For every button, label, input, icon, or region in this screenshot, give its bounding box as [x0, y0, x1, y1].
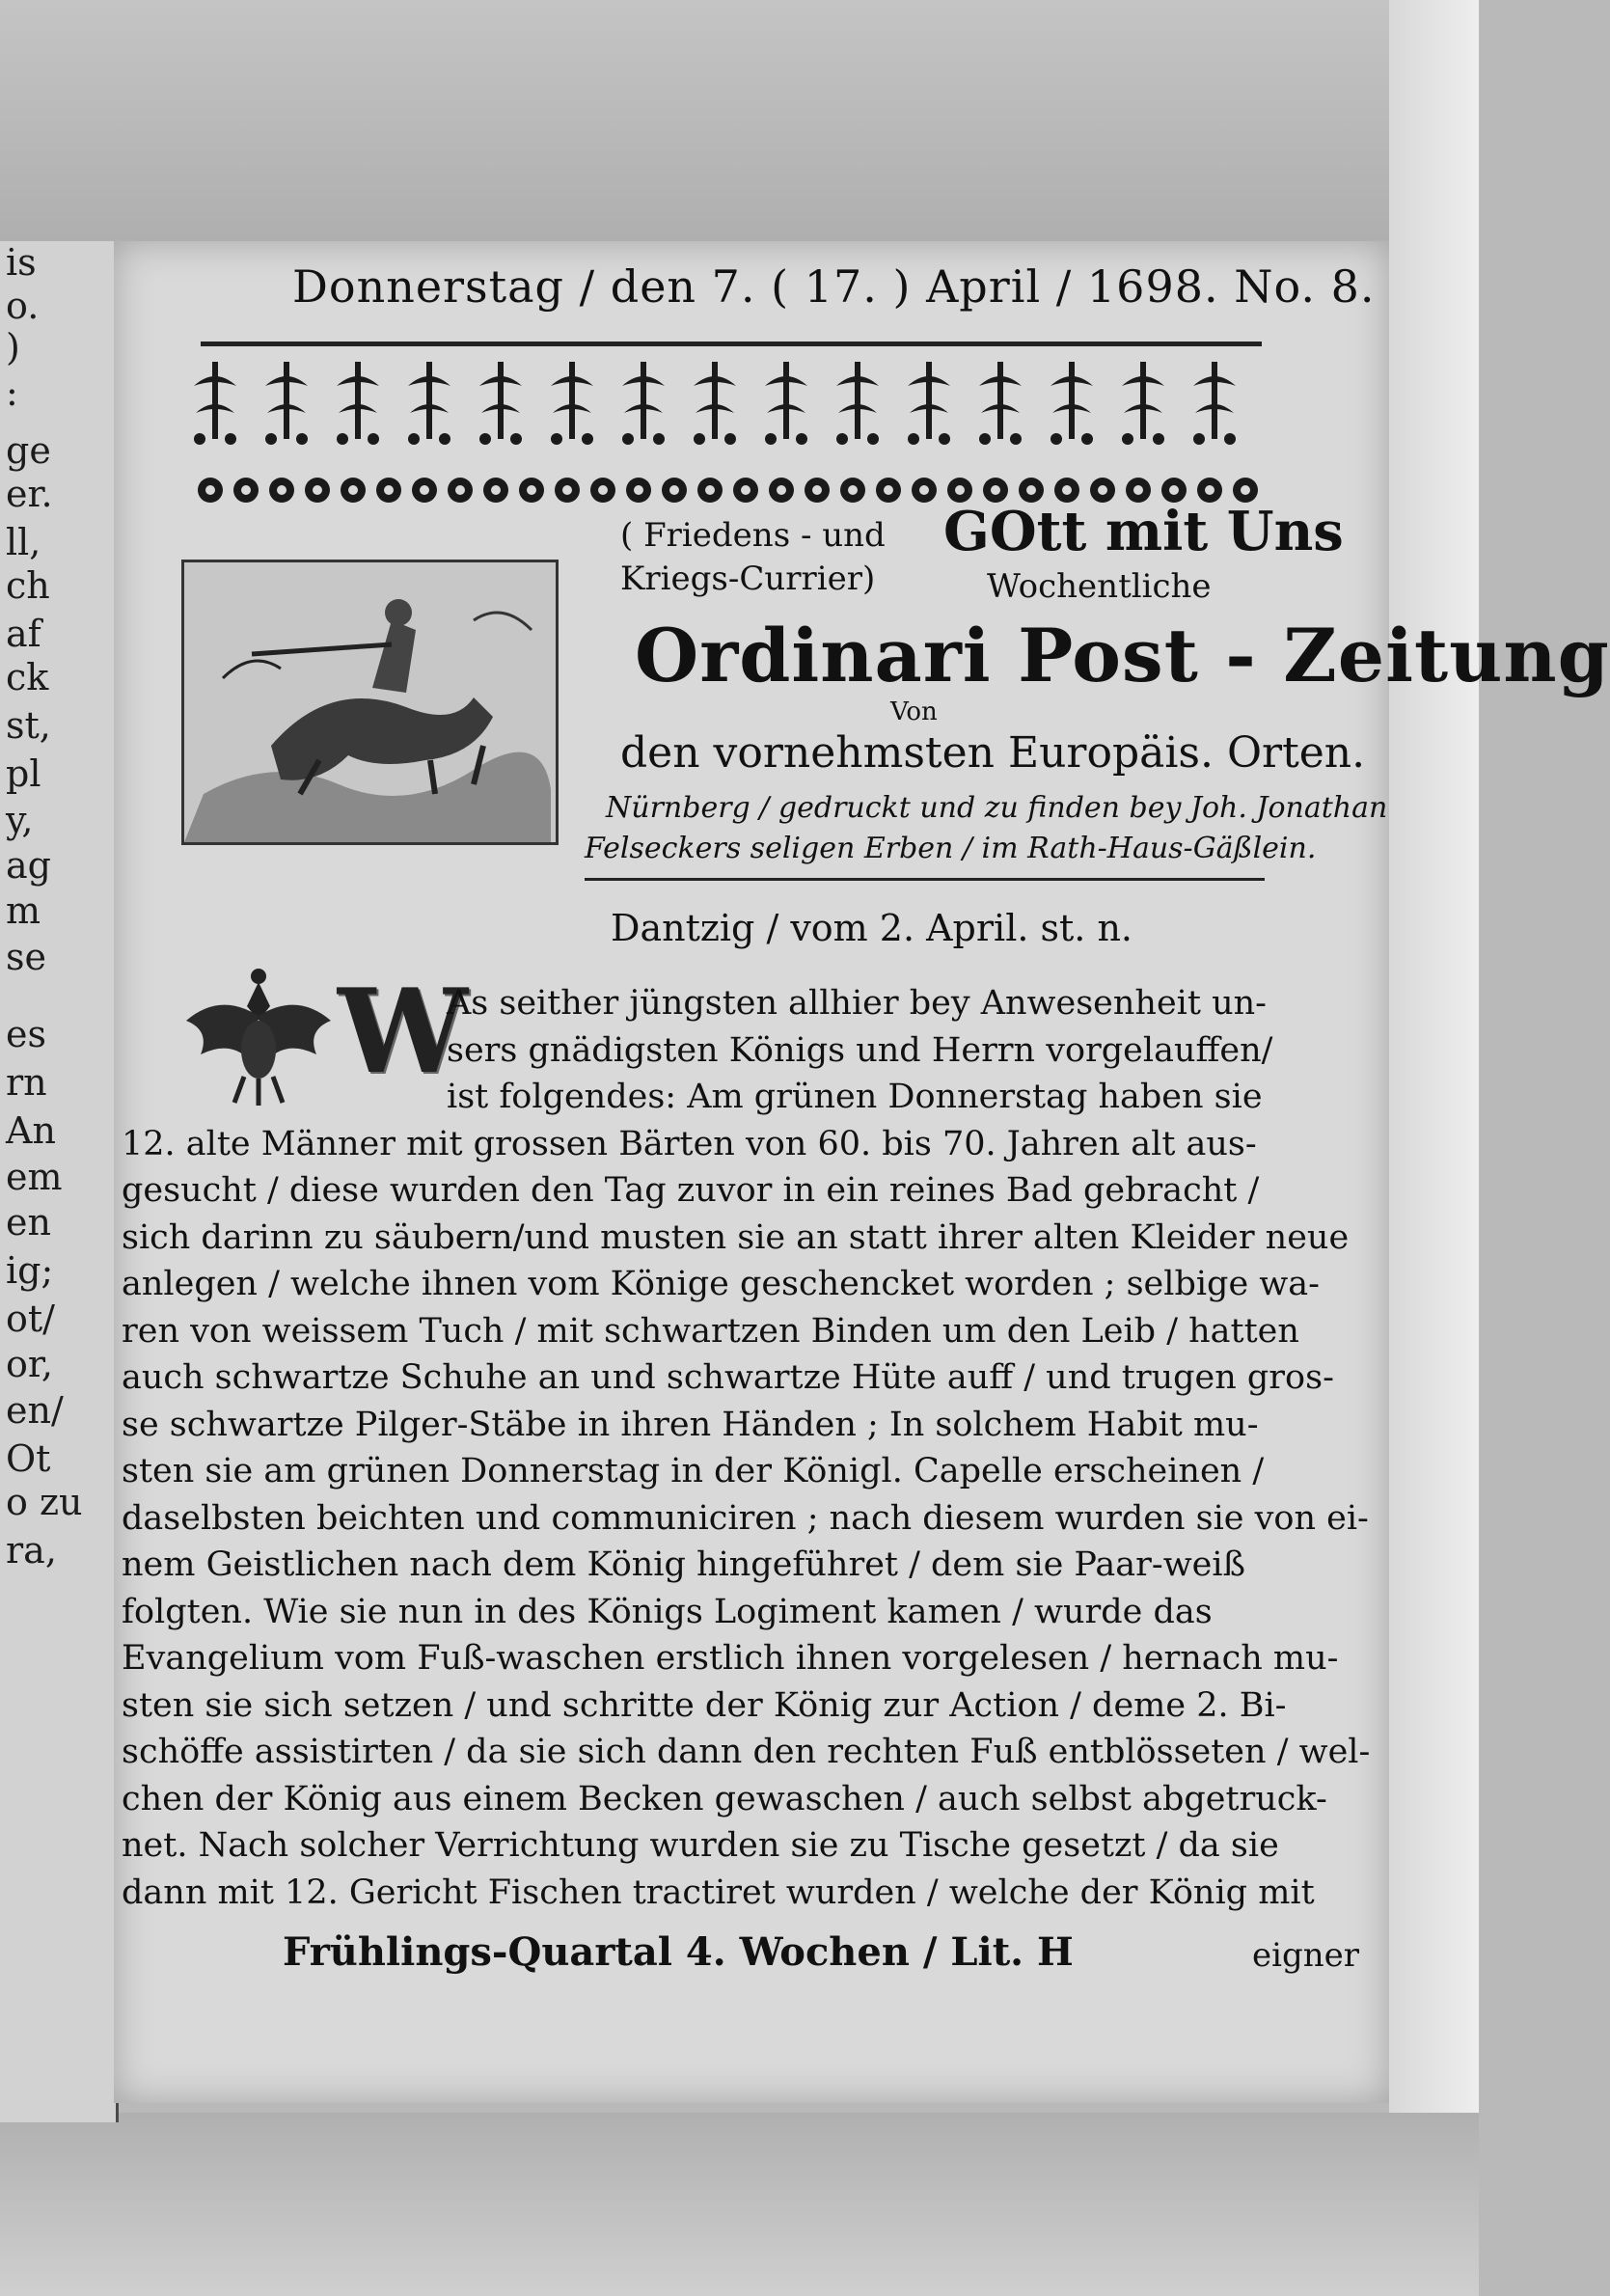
masthead-friedens: ( Friedens - und [620, 516, 886, 555]
article-line: se schwartze Pilger-Stäbe in ihren Händen ; In solchem Habit mu- [122, 1405, 1259, 1444]
rosette-icon [233, 478, 259, 503]
rosette-icon [519, 478, 544, 503]
article-line: folgten. Wie sie nun in des Königs Logiment kamen / wurde das [122, 1592, 1213, 1631]
rosette-icon [376, 478, 401, 503]
left-page-fragment: ck [6, 656, 49, 698]
article-line: sich darinn zu säubern/und musten sie an statt ihrer alten Kleider neue [122, 1217, 1350, 1257]
rosette-icon [662, 478, 687, 503]
decorated-initial: W [338, 964, 468, 1100]
left-page-fragment: ag [6, 844, 51, 887]
left-page-fragment: ra, [6, 1529, 57, 1572]
woodcut-rider-illustration [181, 560, 559, 845]
fleuron-icon [479, 362, 522, 445]
fleuron-ornament-band [196, 357, 1267, 511]
rosette-icon [341, 478, 366, 503]
imprint-line-1: Nürnberg / gedruckt und zu finden bey Joh. Jonathan [606, 791, 1388, 825]
rosette-icon [769, 478, 794, 503]
left-page-fragment: se [6, 936, 46, 978]
left-page-fragment: m [6, 889, 41, 932]
footer-catchword: eigner [1252, 1936, 1360, 1975]
left-page-fragment: ch [6, 564, 50, 607]
fleuron-icon [622, 362, 665, 445]
dateline: Donnerstag / den 7. ( 17. ) April / 1698. No. 8. [292, 260, 1376, 313]
left-page-fragment: ge [6, 429, 51, 472]
left-page-fragment: st, [6, 704, 51, 747]
scan-background-top [0, 0, 1479, 251]
article-line: Evangelium vom Fuß-waschen erstlich ihnen vorgelesen / hernach mu- [122, 1639, 1339, 1678]
rosette-icon [590, 478, 615, 503]
rosette-icon [555, 478, 580, 503]
article-line: dann mit 12. Gericht Fischen tractiret wurden / welche der König mit [122, 1872, 1315, 1912]
masthead-title: Ordinari Post - Zeitung [635, 613, 1610, 698]
rosette-icon [840, 478, 865, 503]
fleuron-icon [1051, 362, 1093, 445]
rosette-icon [483, 478, 508, 503]
left-page-fragment: er. [6, 473, 53, 515]
article-line: sten sie sich setzen / und schritte der König zur Action / deme 2. Bi- [122, 1685, 1287, 1725]
scan-background-right [1389, 0, 1479, 2296]
article-line: nem Geistlichen nach dem König hingeführet / dem sie Paar-weiß [122, 1545, 1245, 1584]
rosette-icon [269, 478, 294, 503]
fleuron-icon [337, 362, 379, 445]
left-page-fragment: ot/ [6, 1298, 55, 1340]
article-line: As seither jüngsten allhier bey Anwesenheit un- [447, 984, 1267, 1023]
fleuron-icon [908, 362, 950, 445]
left-page-fragment: en/ [6, 1389, 64, 1432]
article-line: schöffe assistirten / da sie sich dann den rechten Fuß entblösseten / wel- [122, 1733, 1371, 1771]
left-page-fragment: ig; [6, 1249, 54, 1292]
rosette-icon [626, 478, 651, 503]
fleuron-icon [979, 362, 1022, 445]
left-page-fragment: Ot [6, 1437, 51, 1480]
rosette-icon [305, 478, 330, 503]
rosette-icon [697, 478, 723, 503]
left-page-fragment: en [6, 1201, 51, 1244]
rosette-icon [805, 478, 830, 503]
masthead-rule [585, 878, 1265, 881]
article-line: daselbsten beichten und communiciren ; nach diesem wurden sie von ei- [122, 1498, 1369, 1538]
left-page-fragment: An [6, 1109, 56, 1152]
left-page-fragment: ll, [6, 521, 41, 563]
article-line: ist folgendes: Am grünen Donnerstag haben sie [447, 1078, 1263, 1116]
article-heading: Dantzig / vom 2. April. st. n. [611, 907, 1132, 949]
article-line: 12. alte Männer mit grossen Bärten von 60. bis 70. Jahren alt aus- [122, 1124, 1257, 1163]
left-page-fragment: o. [6, 285, 40, 327]
left-page-fragment: : [6, 371, 18, 414]
rosette-icon [412, 478, 437, 503]
left-page-fragment: rn [6, 1061, 47, 1104]
fleuron-icon [836, 362, 879, 445]
masthead-subtitle: den vornehmsten Europäis. Orten. [620, 728, 1366, 778]
fleuron-icon [1122, 362, 1164, 445]
article-line: sers gnädigsten Königs und Herrn vorgelauffen/ [447, 1030, 1273, 1070]
article-line: chen der König aus einem Becken gewaschen / auch selbst abgetruck- [122, 1779, 1327, 1818]
fleuron-icon [408, 362, 450, 445]
article-line: sten sie am grünen Donnerstag in der Königl. Capelle erscheinen / [122, 1452, 1265, 1490]
left-page-fragment: em [6, 1156, 63, 1198]
left-page-fragment: o zu [6, 1481, 83, 1523]
fleuron-icon [694, 362, 736, 445]
masthead-motto: GOtt mit Uns [943, 500, 1344, 563]
article-line: net. Nach solcher Verrichtung wurden sie zu Tische gesetzt / da sie [122, 1826, 1279, 1865]
left-page-fragment: y, [6, 799, 34, 841]
rosette-icon [733, 478, 758, 503]
masthead-kriegs-currier: Kriegs-Currier) [620, 560, 876, 598]
top-rule [201, 342, 1262, 346]
left-page-fragment: ) [6, 326, 20, 369]
previous-page-edge [0, 241, 119, 2122]
imprint-line-2: Felseckers seligen Erben / im Rath-Haus-Gäßlein. [585, 832, 1317, 865]
article-line: anlegen / welche ihnen vom Könige geschencket worden ; selbige wa- [122, 1265, 1320, 1303]
rosette-icon [448, 478, 473, 503]
article-line: gesucht / diese wurden den Tag zuvor in ein reines Bad gebracht / [122, 1171, 1260, 1210]
left-page-fragment: is [6, 241, 37, 284]
article-line: auch schwartze Schuhe an und schwartze Hüte auff / und trugen gros- [122, 1358, 1334, 1397]
fleuron-icon [194, 362, 236, 445]
left-page-fragment: af [6, 613, 41, 655]
scan-background-bottom [0, 2113, 1479, 2296]
masthead-von: Von [890, 697, 938, 726]
article-line: ren von weissem Tuch / mit schwartzen Binden um den Leib / hatten [122, 1311, 1299, 1351]
masthead-wochentliche: Wochentliche [987, 567, 1212, 606]
rosette-icon [912, 478, 937, 503]
fleuron-icon [765, 362, 807, 445]
fleuron-icon [551, 362, 593, 445]
left-page-fragment: es [6, 1013, 46, 1055]
left-page-fragment: or, [6, 1343, 53, 1385]
newspaper-page [114, 241, 1610, 2103]
rosette-icon [876, 478, 901, 503]
footer-signature-left: Frühlings-Quartal 4. Wochen / Lit. H [283, 1929, 1074, 1975]
fleuron-icon [265, 362, 308, 445]
left-page-fragment: pl [6, 752, 41, 795]
rosette-icon [198, 478, 223, 503]
eagle-emblem-icon [181, 963, 336, 1107]
fleuron-icon [1193, 362, 1236, 445]
